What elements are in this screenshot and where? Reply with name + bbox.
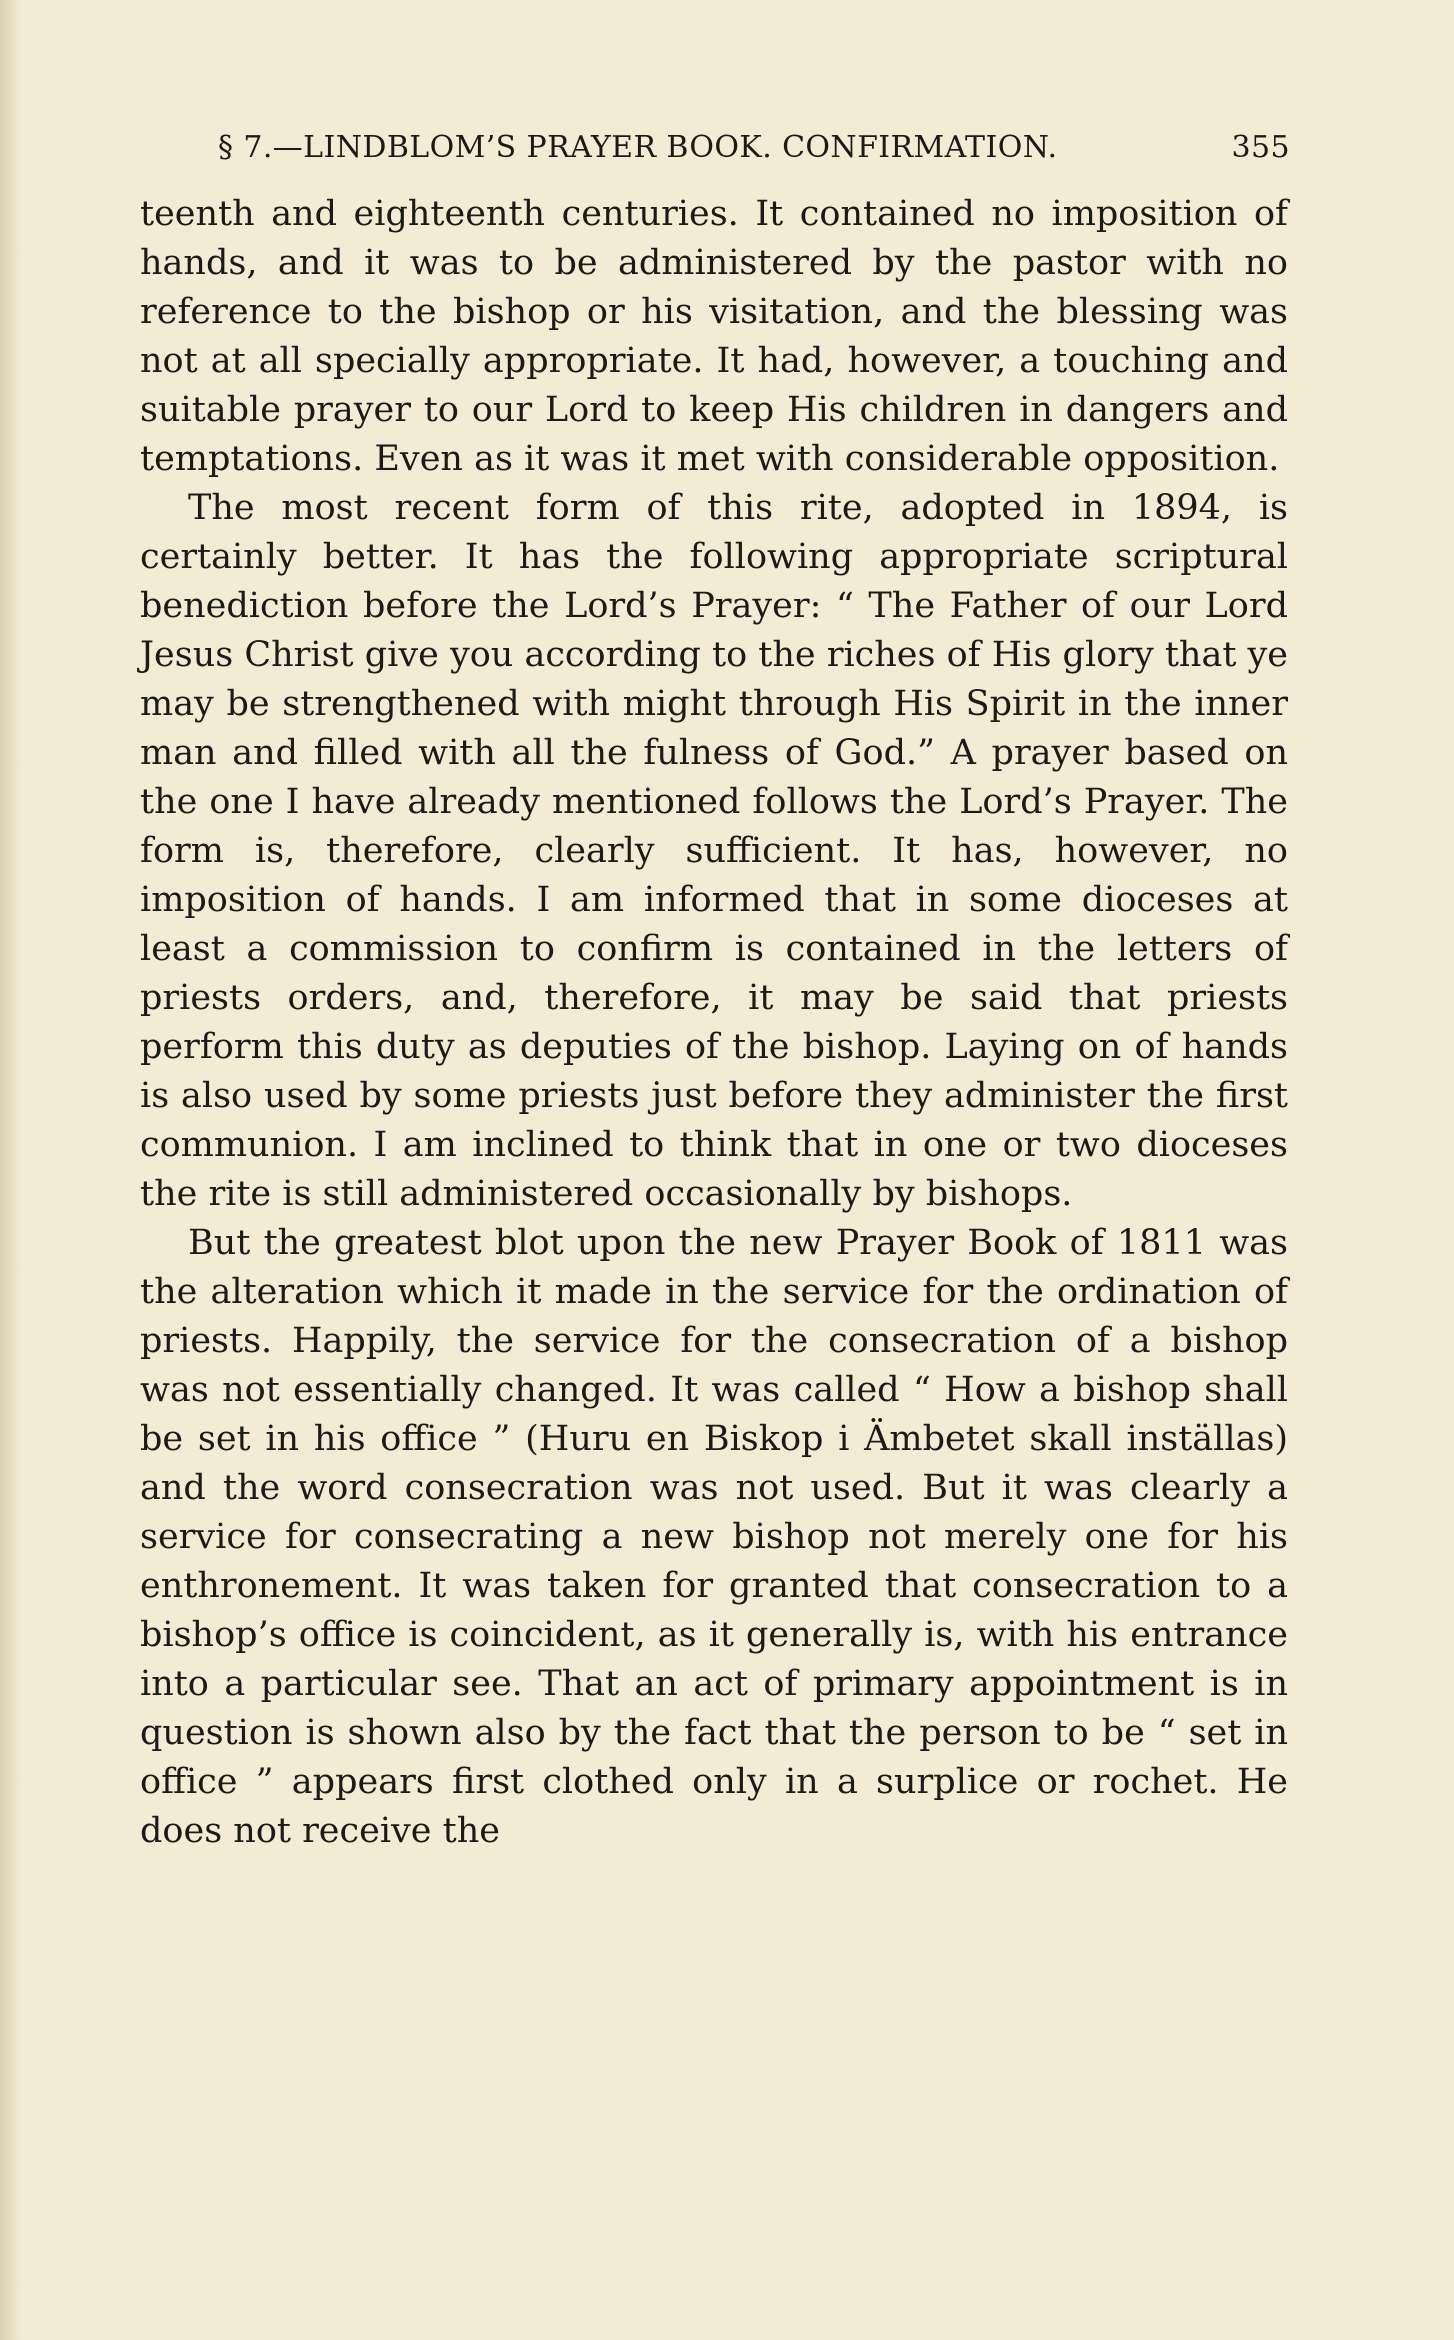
paragraph-1894-form: The most recent form of this rite, adopted in 1894, is certainly better. It has the following appropriate scriptural benediction before the Lord’s Prayer: “ The Father of our Lord Jesus Christ give you according to the riches of His glory that ye may be strengthened with might through His Spirit in the inner man and filled with all the fulness of God.” A prayer based on the one I have already mentioned follows the Lord’s Prayer. The form is, therefore, clearly sufficient. It has, however, no imposition of hands. I am informed that in some dioceses at least a commission to confirm is contained in the letters of priests orders, and, therefore, it may be said that priests perform this duty as deputies of the bishop. Laying on of hands is also used by some priests just before they administer the first communion. I am inclined to think that in one or two dioceses the rite is still administered occasionally by bishops.	[140, 488, 1288, 1214]
page-number: 355	[1231, 130, 1290, 165]
running-head	[218, 122, 1290, 172]
binding-edge	[0, 0, 22, 2340]
paragraph-1811-prayer-book: But the greatest blot upon the new Prayer Book of 1811 was the alteration which it made in the service for the ordination of priests. Happily, the service for the consecration of a bishop was not essentially changed. It was called “ How a bishop shall be set in his office ” (Huru en Biskop i Ämbetet skall inställas) and the word consecration was not used. But it was clearly a service for consecrating a new bishop not merely one for his enthronement. It was taken for granted that consecration to a bishop’s office is coincident, as it generally is, with his entrance into a particular see. That an act of primary appointment is in question is shown also by the fact that the person to be “ set in office ” appears first clothed only in a surplice or rochet. He does not receive the	[140, 1223, 1288, 1851]
body-text	[140, 190, 1288, 1856]
paragraph-continued: teenth and eighteenth centuries. It contained no imposition of hands, and it was to be administered by the pastor with no reference to the bishop or his visitation, and the blessing was not at all specially appropriate. It had, however, a touching and suitable prayer to our Lord to keep His children in dangers and temptations. Even as it was it met with considerable opposition.	[140, 194, 1288, 479]
running-head-title: § 7.—LINDBLOM’S PRAYER BOOK. CONFIRMATION.	[218, 130, 1058, 165]
